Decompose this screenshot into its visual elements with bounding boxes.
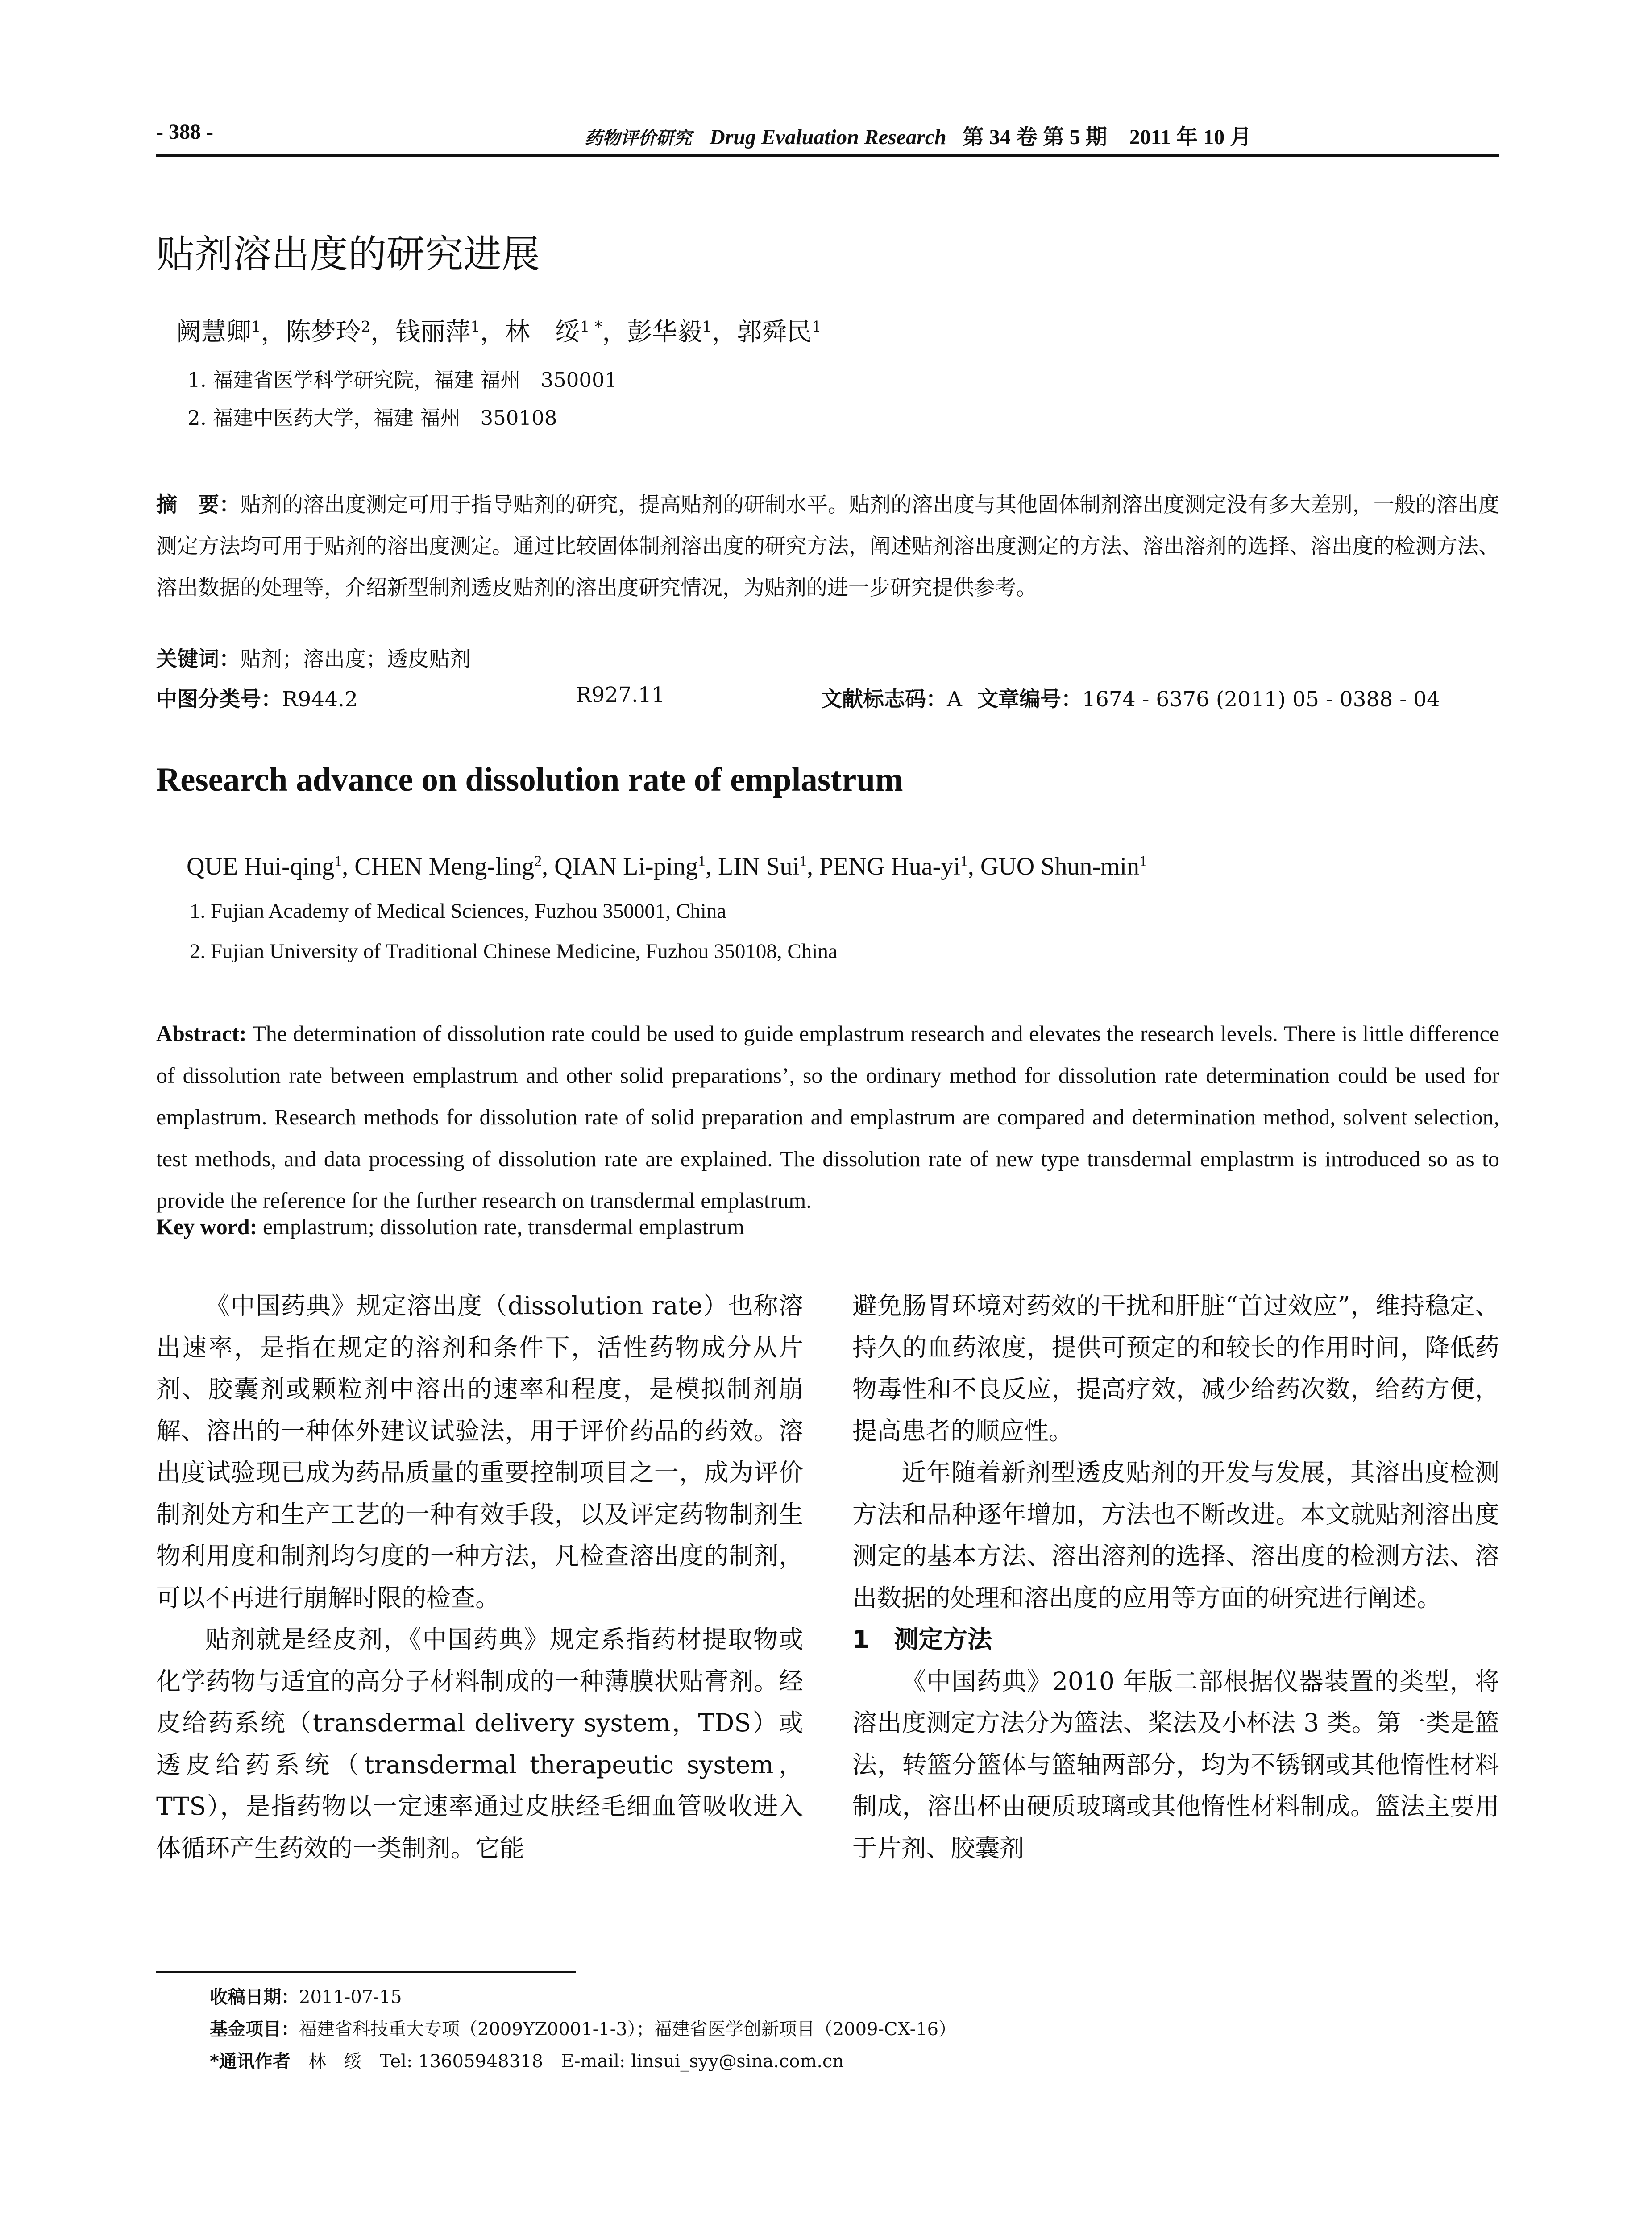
journal-info bbox=[585, 120, 1251, 150]
author-affil-mark: 1 * bbox=[580, 318, 602, 336]
abstract-cn bbox=[156, 484, 1499, 609]
affiliation-en-1: 1. Fujian Academy of Medical Sciences, Fuzhou 350001, China bbox=[190, 900, 726, 923]
author-affil-mark: 1 bbox=[698, 853, 706, 870]
keywords-label-en: Key word: bbox=[156, 1214, 257, 1239]
footnote-label: 基金项目： bbox=[210, 2019, 299, 2040]
section-heading: 1 测定方法 bbox=[852, 1625, 992, 1654]
author-name: 钱丽萍 bbox=[395, 318, 471, 347]
author-name-en: CHEN Meng-ling bbox=[354, 853, 535, 880]
footnote-funding bbox=[210, 2013, 956, 2045]
author-list-cn: 阙慧卿$^1$，陈梦玲$^2$，钱丽萍$^1$，林 绥$^{1 *}$，彭华毅$^1$，郭舜民$^1$ bbox=[176, 318, 822, 347]
author-affil-mark: 1 bbox=[251, 318, 261, 336]
doc-code-value: A bbox=[947, 687, 962, 712]
page-number: - 388 - bbox=[156, 120, 213, 144]
footnote-text: 2011-07-15 bbox=[299, 1987, 402, 2007]
author-name: 郭舜民 bbox=[737, 318, 812, 347]
affiliation-cn-2: 2. 福建中医药大学，福建 福州 350108 bbox=[187, 406, 557, 430]
footnotes bbox=[210, 1981, 956, 2078]
abstract-label-cn: 摘 要： bbox=[156, 493, 241, 517]
author-name-en: LIN Sui bbox=[718, 853, 800, 880]
author-name-en: PENG Hua-yi bbox=[819, 853, 960, 880]
keywords-label-cn: 关键词： bbox=[156, 647, 240, 672]
classification-line bbox=[156, 683, 1499, 714]
body-paragraph: 避免肠胃环境对药效的干扰和肝脏“首过效应”，维持稳定、持久的血药浓度，提供可预定的和较长的作用时间，降低药物毒性和不良反应，提高疗效，减少给药次数，给药方便，提高患者的顺应性。 bbox=[852, 1291, 1499, 1445]
abstract-text-cn: 贴剂的溶出度测定可用于指导贴剂的研究，提高贴剂的研制水平。贴剂的溶出度与其他固体制剂溶出度测定没有多大差别，一般的溶出度测定方法均可用于贴剂的溶出度测定。通过比较固体制剂溶出度的研究方法，阐述贴剂溶出度测定的方法、溶出溶剂的选择、溶出度的检测方法、溶出数据的处理等，介绍新型制剂透皮贴剂的溶出度研究情况，为贴剂的进一步研究提供参考。 bbox=[156, 493, 1500, 600]
keywords-text-en: emplastrum; dissolution rate, transdermal emplastrum bbox=[257, 1214, 744, 1239]
author-affil-mark: 1 bbox=[334, 853, 342, 870]
author-affil-mark: 1 bbox=[702, 318, 712, 336]
affiliation-cn-1: 1. 福建省医学科学研究院，福建 福州 350001 bbox=[187, 368, 618, 392]
keywords-text-cn: 贴剂；溶出度；透皮贴剂 bbox=[240, 647, 471, 672]
author-name: 陈梦玲 bbox=[286, 318, 361, 347]
doc-code-label: 文献标志码： bbox=[821, 687, 947, 712]
issue-date: 2011 年 10 月 bbox=[1129, 125, 1252, 149]
abstract-text-en: The determination of dissolution rate could be used to guide emplastrum research and elevates the research levels. There is little difference of dissolution rate between emplastrum and other solid preparations’, so the ordinary method for dissolution rate determination could be used for emplastrum. Research methods for dissolution rate of solid preparation and emplastrum are compared and determination method, solvent selection, test methods, and data processing of dissolution rate are explained. The dissolution rate of new type transdermal emplastrm is introduced so as to provide the reference for the further research on transdermal emplastrum. bbox=[156, 1021, 1499, 1213]
body-column-left bbox=[156, 1285, 803, 1869]
footnote-label: *通讯作者 bbox=[210, 2051, 291, 2072]
body-paragraph: 《中国药典》规定溶出度（dissolution rate）也称溶出速率，是指在规定的溶剂和条件下，活性药物成分从片剂、胶囊剂或颗粒剂中溶出的速率和程度，是模拟制剂崩解、溶出的一种体外建议试验法，用于评价药品的药效。溶出度试验现已成为药品质量的重要控制项目之一，成为评价制剂处方和生产工艺的一种有效手段，以及评定药物制剂生物利用度和制剂均匀度的一种方法，凡检查溶出度的制剂，可以不再进行崩解时限的检查。 bbox=[156, 1291, 803, 1612]
footnote-rule bbox=[156, 1971, 576, 1973]
body-paragraph: 《中国药典》2010 年版二部根据仪器装置的类型，将溶出度测定方法分为篮法、桨法及小杯法 3 类。第一类是篮法，转篮分篮体与篮轴两部分，均为不锈钢或其他惰性材料制成，溶出杯由硬质玻璃或其他惰性材料制成。篮法主要用于片剂、胶囊剂 bbox=[852, 1667, 1499, 1862]
author-affil-mark: 1 bbox=[799, 853, 807, 870]
author-name: 阙慧卿 bbox=[176, 318, 251, 347]
issue-info: 第 34 卷 第 5 期 bbox=[962, 125, 1107, 149]
footnote-label: 收稿日期： bbox=[210, 1987, 299, 2007]
journal-name-cn: 药物评价研究 bbox=[585, 128, 692, 149]
footnote-correspondence bbox=[210, 2045, 956, 2078]
article-no-label: 文章编号： bbox=[977, 687, 1082, 712]
author-name-en: QUE Hui-qing bbox=[187, 853, 335, 880]
body-paragraph: 贴剂就是经皮剂，《中国药典》规定系指药材提取物或化学药物与适宜的高分子材料制成的一种薄膜状贴膏剂。经皮给药系统（transdermal delivery system，TDS）或透皮给药系统（transdermal therapeutic system，TTS），是指药物以一定速率通过皮肤经毛细血管吸收进入体循环产生药效的一类制剂。它能 bbox=[156, 1625, 803, 1862]
abstract-label-en: Abstract: bbox=[156, 1021, 247, 1046]
author-affil-mark: 1 bbox=[812, 318, 822, 336]
clc-value-1: R944.2 bbox=[282, 687, 358, 712]
journal-name-en: Drug Evaluation Research bbox=[710, 125, 946, 149]
author-name: 彭华毅 bbox=[627, 318, 702, 347]
footnote-text: 林 绥 Tel: 13605948318 E-mail: linsui_syy@sina.com.cn bbox=[290, 2051, 844, 2072]
keywords-cn bbox=[156, 643, 471, 672]
abstract-en bbox=[156, 1013, 1499, 1222]
author-name-en: QIAN Li-ping bbox=[554, 853, 698, 880]
clc-value-2: R927.11 bbox=[576, 683, 665, 707]
author-affil-mark: 1 bbox=[470, 318, 480, 336]
author-affil-mark: 2 bbox=[534, 853, 542, 870]
author-name: 林 绥 bbox=[505, 318, 580, 347]
article-title-en: Research advance on dissolution rate of emplastrum bbox=[156, 761, 903, 798]
footnote-received bbox=[210, 1981, 956, 2013]
author-affil-mark: 1 bbox=[1139, 853, 1147, 870]
keywords-en bbox=[156, 1214, 744, 1240]
article-title-cn: 贴剂溶出度的研究进展 bbox=[156, 232, 540, 277]
running-header bbox=[156, 120, 1499, 155]
author-name-en: GUO Shun-min bbox=[980, 853, 1140, 880]
author-affil-mark: 2 bbox=[361, 318, 371, 336]
footnote-text: 福建省科技重大专项（2009YZ0001-1-3）；福建省医学创新项目（2009-CX-16） bbox=[299, 2019, 957, 2040]
article-no-value: 1674 - 6376 (2011) 05 - 0388 - 04 bbox=[1082, 687, 1440, 712]
affiliation-en-2: 2. Fujian University of Traditional Chinese Medicine, Fuzhou 350108, China bbox=[190, 940, 838, 963]
header-rule bbox=[156, 154, 1499, 157]
clc-label: 中图分类号： bbox=[156, 687, 282, 712]
body-column-right bbox=[852, 1285, 1499, 1869]
body-paragraph: 近年随着新剂型透皮贴剂的开发与发展，其溶出度检测方法和品种逐年增加，方法也不断改进。本文就贴剂溶出度测定的基本方法、溶出溶剂的选择、溶出度的检测方法、溶出数据的处理和溶出度的应用等方面的研究进行阐述。 bbox=[852, 1458, 1499, 1612]
author-affil-mark: 1 bbox=[960, 853, 968, 870]
author-list-en: QUE Hui-qing$^1$, CHEN Meng-ling$^2$, QIAN Li-ping$^1$, LIN Sui$^1$, PENG Hua-$yi^1$, GUO Shun-$\min^1$ bbox=[187, 853, 1147, 880]
